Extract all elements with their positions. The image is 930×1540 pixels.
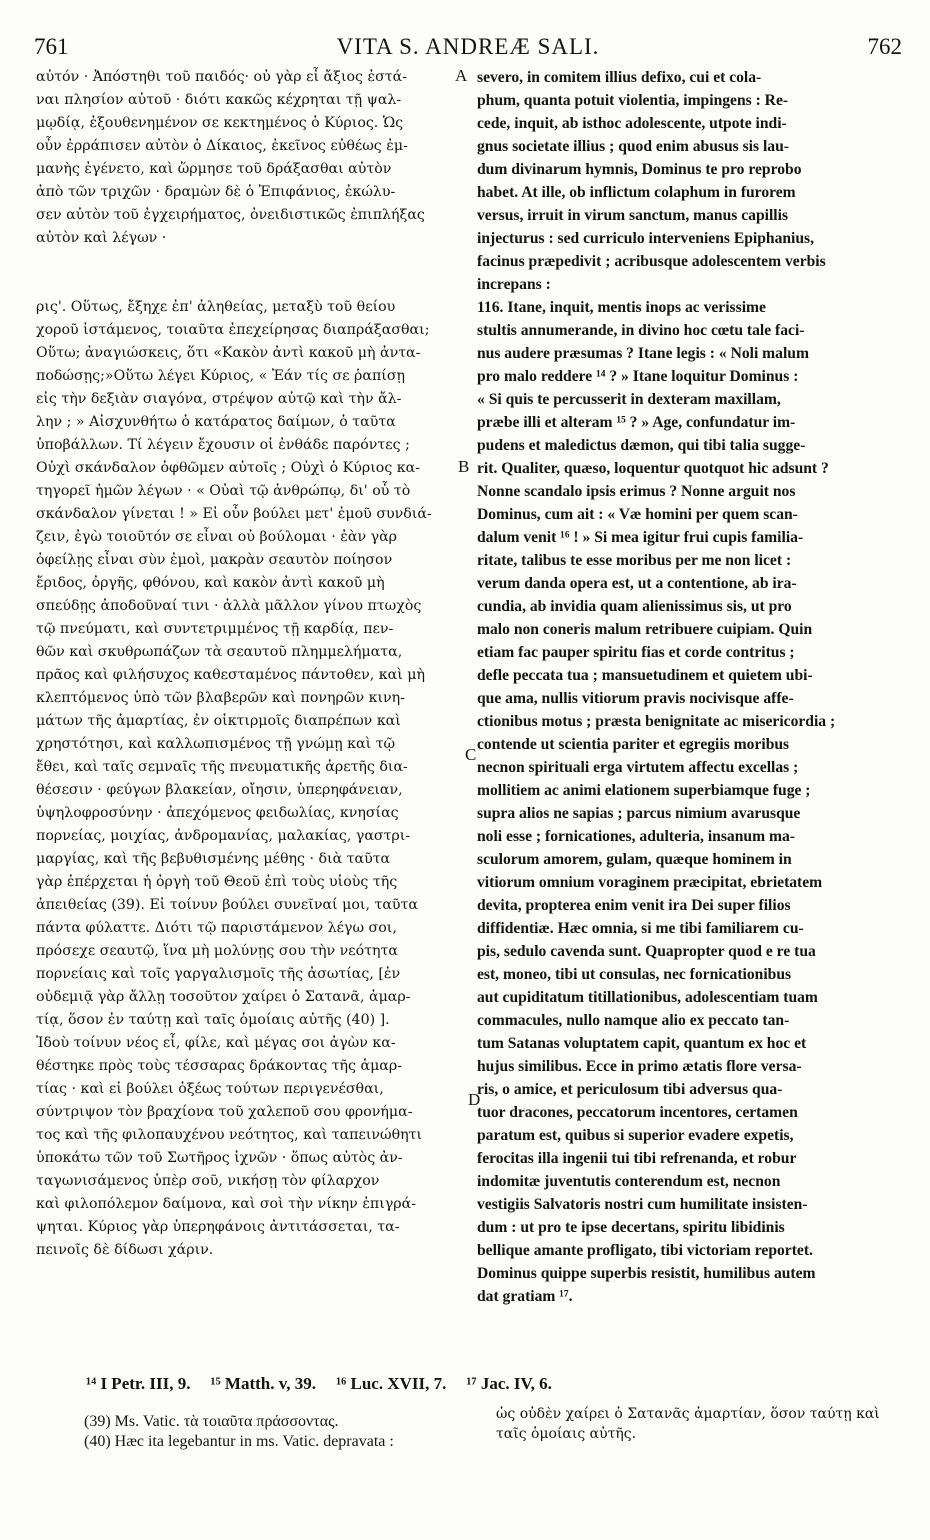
footnote-ref: ¹⁵ Matth. v, 39. bbox=[210, 1374, 317, 1393]
critical-notes-left bbox=[84, 1412, 484, 1452]
latin-text-line: aut cupiditatum titillationibus, adolescentiam tuam bbox=[477, 989, 818, 1006]
latin-text-line: malo non coneris malum retribuere cuipiam. Quin bbox=[477, 621, 813, 638]
critical-note-line: ταῖς ὁμοίαις αὐτῆς. bbox=[496, 1426, 637, 1442]
greek-text-line: ἀπὸ τῶν τριχῶν · δραμὼν δὲ ὁ Ἐπιφάνιος, ἐκώλυ- bbox=[36, 184, 396, 200]
greek-text-line: τίας · καὶ εἰ βούλει ὀξέως τούτων περιγενέσθαι, bbox=[36, 1081, 384, 1097]
latin-text-line: cede, inquit, ab isthoc adolescente, utpote indi- bbox=[477, 115, 787, 132]
latin-text-line: « Si quis te percusserit in dexteram maxillam, bbox=[477, 391, 781, 408]
latin-text-line: verum danda opera est, ut a contentione, ab ira- bbox=[477, 575, 797, 592]
greek-text-line: λην ; » Αἰσχυνθήτω ὁ κατάρατος δαίμων, ὁ ταῦτα bbox=[36, 414, 396, 430]
latin-text-line: indomitæ juventutis conterendum est, necnon bbox=[477, 1173, 781, 1190]
latin-text-line: tuor dracones, peccatorum incentores, certamen bbox=[477, 1104, 798, 1121]
greek-text-line: ἔθει, καὶ ταῖς σεμναῖς τῆς πνευματικῆς ἀρετῆς δια- bbox=[36, 759, 408, 775]
greek-text-line: πορνείας, μοιχίας, ἀνδρομανίας, μαλακίας, γαστρι- bbox=[36, 828, 411, 844]
greek-text-line: γὰρ ἐπέρχεται ἡ ὀργὴ τοῦ Θεοῦ ἐπὶ τοὺς υἱοὺς τῆς bbox=[36, 874, 398, 890]
latin-text-line: pudens et maledictus dæmon, qui tibi talia sugge- bbox=[477, 437, 806, 454]
latin-text-line: 116. Itane, inquit, mentis inops ac verissime bbox=[477, 299, 766, 316]
latin-text-line: habet. At ille, ob inflictum colaphum in furorem bbox=[477, 184, 796, 201]
page-header bbox=[34, 34, 902, 64]
greek-text-line: πορνείαις καὶ τοῖς γαργαλισμοῖς τῆς ἀσωτίας, [ἐν bbox=[36, 966, 401, 982]
greek-text-line: αὐτὸν καὶ λέγων · bbox=[36, 230, 167, 246]
section-gap bbox=[36, 250, 459, 296]
latin-text-line: versus, irruit in virum sanctum, manus capillis bbox=[477, 207, 789, 224]
page-number-left: 761 bbox=[34, 34, 69, 59]
greek-text-line: σπεύδῃς ἀποδοῦναί τινι · ἀλλὰ μᾶλλον γίνου πτωχὸς bbox=[36, 598, 422, 614]
latin-text-line: que ama, nullis vitiorum pravis nocivisque affe- bbox=[477, 690, 794, 707]
margin-marker-c: C bbox=[465, 745, 477, 764]
latin-text-line: phum, quanta potuit violentia, impingens : Re- bbox=[477, 92, 789, 109]
latin-text-line: dum divinarum hymnis, Dominus te pro reprobo bbox=[477, 161, 802, 178]
latin-text-line: etiam fac pauper spiritu fias et corde contritus ; bbox=[477, 644, 795, 661]
latin-text-line: mollitiem ac animi elationem superbiamque fuge ; bbox=[477, 782, 811, 799]
greek-text-line: Ἰδοὺ τοίνυν νέος εἶ, φίλε, καὶ μέγας σοι ἀγὼν κα- bbox=[36, 1035, 396, 1051]
latin-text-line: noli esse ; fornicationes, adulteria, insanum ma- bbox=[477, 828, 795, 845]
greek-text-line: σύντριψον τὸν βραχίονα τοῦ χαλεποῦ σου φρονήμα- bbox=[36, 1104, 413, 1120]
latin-text-line: injecturus : sed curriculo interveniens Epiphanius, bbox=[477, 230, 815, 247]
greek-text-line: θῶν καὶ σκυθρωπάζων τὰ σεαυτοῦ πλημμελήματα, bbox=[36, 644, 403, 660]
greek-text-line: ναι πλησίον αὐτοῦ · διότι κακῶς κέχρηται τῇ ψαλ- bbox=[36, 92, 402, 108]
greek-text-line: μῳδίᾳ, ἐξουθενημένον σε κεκτημένος ὁ Κύριος. Ὡς bbox=[36, 115, 404, 131]
margin-marker-b: B bbox=[458, 457, 470, 476]
greek-text-line: πρᾶος καὶ φιλήσυχος καθεσταμένος πάντοθεν, καὶ μὴ bbox=[36, 667, 425, 683]
latin-text-line: defle peccata tua ; mansuetudinem et quietem ubi- bbox=[477, 667, 813, 684]
latin-text-line: increpans : bbox=[477, 276, 551, 293]
latin-text-line: rit. Qualiter, quæso, loquentur quotquot hic adsunt ? bbox=[477, 460, 829, 477]
latin-text-line: bellique amante profligato, tibi victoriam reportet. bbox=[477, 1242, 813, 1259]
greek-text-line: ρις'. Οὕτως, ἔξηχε ἐπ' ἀληθείας, μεταξὺ τοῦ θείου bbox=[36, 299, 396, 315]
greek-text-line: εἰς τὴν δεξιὰν σιαγόνα, στρέψον αὐτῷ καὶ τὴν ἄλ- bbox=[36, 391, 402, 407]
greek-text-line: θέσεσιν · φεύγων βλακείαν, οἴησιν, ὑπερηφάνειαν, bbox=[36, 782, 403, 798]
footnote-ref: ¹⁶ Luc. XVII, 7. bbox=[336, 1374, 447, 1393]
latin-text-line: commacules, nullo namque alio ex peccato tan- bbox=[477, 1012, 790, 1029]
latin-text-line: stultis annumerande, in divino hoc cœtu tale faci- bbox=[477, 322, 805, 339]
latin-text-line: contende ut scientia pariter et egregiis moribus bbox=[477, 736, 790, 753]
latin-text-line: vitiorum omnium voraginem præcipitat, ebrietatem bbox=[477, 874, 823, 891]
critical-note-line: (39) Ms. Vatic. τὰ τοιαῦτα πράσσοντας. bbox=[84, 1413, 339, 1430]
greek-text-line: τίᾳ, ὅσον ἐν ταύτῃ καὶ ταῖς ὁμοίαις αὐτῆς (40) ]. bbox=[36, 1012, 390, 1028]
greek-text-line: οὖν ἐρράπισεν αὐτὸν ὁ Δίκαιος, ἐκεῖνος εὐθέως ἐμ- bbox=[36, 138, 408, 154]
greek-text-line: οὐδεμιᾷ γὰρ ἄλλῃ τοσοῦτον χαίρει ὁ Σατανᾶ, ἁμαρ- bbox=[36, 989, 411, 1005]
latin-text-line: gnus societate illius ; quod enim abusus sis lau- bbox=[477, 138, 789, 155]
footnote-ref: ¹⁷ Jac. IV, 6. bbox=[466, 1374, 552, 1393]
greek-text-line: ὀφείλῃς εἶναι σὺν ἐμοὶ, μακρὰν σεαυτὸν ποίησον bbox=[36, 552, 393, 568]
critical-note-line: (40) Hæc ita legebantur in ms. Vatic. depravata : bbox=[84, 1433, 394, 1450]
latin-text-line: est, moneo, tibi ut consulas, nec fornicationibus bbox=[477, 966, 792, 983]
latin-column bbox=[477, 66, 902, 1308]
greek-text-line: ὑψηλοφροσύνην · ἀπεχόμενος φειδωλίας, κνησίας bbox=[36, 805, 399, 821]
margin-marker-d: D bbox=[468, 1090, 481, 1109]
latin-text-line: Nonne scandalo ipsis erimus ? Nonne arguit nos bbox=[477, 483, 796, 500]
greek-text-line: τος καὶ τῆς φιλοπαυχένου νεότητος, καὶ ταπεινώθητι bbox=[36, 1127, 423, 1143]
latin-text-line: ritate, talibus te esse moribus per me non licet : bbox=[477, 552, 792, 569]
greek-text-line: ἀπειθείας (39). Εἰ τοίνυν βούλει συνεῖναί μοι, ταῦτα bbox=[36, 897, 418, 913]
latin-text-line: Dominus, cum ait : « Væ homini per quem scan- bbox=[477, 506, 798, 523]
greek-text-line: πεινοῖς δὲ δίδωσι χάριν. bbox=[36, 1242, 214, 1258]
greek-text-line: ὑποκάτω τῶν τοῦ Σωτῆρος ἰχνῶν · ὅπως αὐτὸς ἀν- bbox=[36, 1150, 403, 1166]
latin-text-line: cundia, ab invidia quam alienissimus sis, ut pro bbox=[477, 598, 792, 615]
critical-note-line: ὡς οὐδὲν χαίρει ὁ Σατανᾶς ἁμαρτίαν, ὅσον ταύτῃ καὶ bbox=[496, 1406, 880, 1422]
latin-text-line: ris, o amice, et periculosum tibi adversus qua- bbox=[477, 1081, 783, 1098]
latin-text-line: devita, propterea enim venit ira Dei super filios bbox=[477, 897, 791, 914]
latin-text-line: dat gratiam ¹⁷. bbox=[477, 1288, 573, 1305]
critical-notes-right bbox=[496, 1404, 906, 1444]
greek-text-line: Οὐχὶ σκάνδαλον ὀφθῶμεν αὐτοῖς ; Οὐχὶ ὁ Κύριος κα- bbox=[36, 460, 421, 476]
greek-text-line: ποδώσῃς;»Οὕτω λέγει Κύριος, « Ἐάν τίς σε ῥαπίσῃ bbox=[36, 368, 406, 384]
greek-text-line: τῷ πνεύματι, καὶ συντετριμμένος τῇ καρδίᾳ, πεν- bbox=[36, 621, 394, 637]
latin-text-line: necnon spirituali erga virtutem affectu excellas ; bbox=[477, 759, 799, 776]
greek-text-line: μάτων τῆς ἁμαρτίας, ἐν οἰκτιρμοῖς διαπρέπων καὶ bbox=[36, 713, 401, 729]
greek-text-line: χοροῦ ἱστάμενος, τοιαῦτα ἐπεχείρησας διαπράξασθαι; bbox=[36, 322, 430, 338]
greek-text-line: μανὴς ἐγένετο, καὶ ὥρμησε τοῦ δράξασθαι αὐτὸν bbox=[36, 161, 392, 177]
greek-text-line: μαργίας, καὶ τῆς βεβυθισμένης μέθης · διὰ ταῦτα bbox=[36, 851, 391, 867]
page-number-right: 762 bbox=[867, 34, 902, 59]
latin-text-line: diffidentiæ. Hæc omnia, si me tibi familiarem cu- bbox=[477, 920, 804, 937]
greek-text-line: ψηται. Κύριος γὰρ ὑπερηφάνοις ἀντιτάσσεται, τα- bbox=[36, 1219, 400, 1235]
greek-text-line: πρόσεχε σεαυτῷ, ἵνα μὴ μολύνῃς σου τὴν νεότητα bbox=[36, 943, 398, 959]
latin-text-line: ctionibus motus ; præsta benignitate ac misericordia ; bbox=[477, 713, 836, 730]
greek-text-line: σκάνδαλον γίνεται ! » Εἰ οὖν βούλει μετ' ἐμοῦ συνδιά- bbox=[36, 506, 432, 522]
greek-text-line: σεν αὐτὸν τοῦ ἐγχειρήματος, ὀνειδιστικῶς ἐπιπλήξας bbox=[36, 207, 425, 223]
latin-text-line: supra alios ne sapias ; parcus nimium avarusque bbox=[477, 805, 801, 822]
latin-text-line: Dominus quippe superbis resistit, humilibus autem bbox=[477, 1265, 816, 1282]
greek-text-line: αὐτόν · Ἀπόστηθι τοῦ παιδός· οὐ γὰρ εἶ ἄξιος ἐστά- bbox=[36, 69, 408, 85]
running-title: VITA S. ANDREÆ SALI. bbox=[336, 34, 600, 59]
footnote-references bbox=[86, 1374, 572, 1394]
latin-text-line: dum : ut pro te ipse decertans, spiritu libidinis bbox=[477, 1219, 785, 1236]
greek-text-line: ζειν, ἐγὼ τοιοῦτόν σε εἶναι οὐ βούλομαι · ἐὰν γὰρ bbox=[36, 529, 397, 545]
greek-text-line: καὶ φιλοπόλεμον δαίμονα, καὶ σοὶ τὴν νίκην ἐπιγρά- bbox=[36, 1196, 417, 1212]
latin-text-line: vestigiis Salvatoris nostri cum humilitate insisten- bbox=[477, 1196, 808, 1213]
latin-text-line: præbe illi et alteram ¹⁵ ? » Age, confundatur im- bbox=[477, 414, 796, 431]
latin-text-line: dalum venit ¹⁶ ! » Si mea igitur frui cupis familia- bbox=[477, 529, 804, 546]
greek-text-line: θέστηκε πρὸς τοὺς τέσσαρας δράκοντας τῆς ἁμαρ- bbox=[36, 1058, 403, 1074]
latin-text-line: pis, sedulo cavenda sunt. Quapropter quod e re tua bbox=[477, 943, 816, 960]
footnote-ref: ¹⁴ I Petr. III, 9. bbox=[86, 1374, 191, 1393]
latin-text-line: nus audere præsumas ? Itane legis : « Noli malum bbox=[477, 345, 809, 362]
greek-text-line: κλεπτόμενος ὑπὸ τῶν βλαβερῶν καὶ πονηρῶν κινη- bbox=[36, 690, 405, 706]
greek-text-line: ἔριδος, ὀργῆς, φθόνου, καὶ κακὸν ἀντὶ κακοῦ μὴ bbox=[36, 575, 385, 591]
greek-text-line: τηγορεῖ ἡμῶν λέγων · « Οὐαὶ τῷ ἀνθρώπῳ, δι' οὗ τὸ bbox=[36, 483, 411, 499]
greek-text-line: ὑποβάλλων. Τί λέγειν ἔχουσιν οἱ ἐνθάδε παρόντες ; bbox=[36, 437, 410, 453]
margin-marker-a: A bbox=[455, 66, 468, 85]
latin-text-line: pro malo reddere ¹⁴ ? » Itane loquitur Dominus : bbox=[477, 368, 799, 385]
latin-text-line: tum Satanas voluptatem capit, quantum ex hoc et bbox=[477, 1035, 807, 1052]
latin-text-line: paratum est, quibus si superior evadere expetis, bbox=[477, 1127, 794, 1144]
greek-text-line: χρηστότησι, καὶ καλλωπισμένος τῇ γνώμῃ καὶ τῷ bbox=[36, 736, 396, 752]
latin-text-line: facinus præpedivit ; acribusque adolescentem verbis bbox=[477, 253, 826, 270]
greek-text-line: ταγωνισάμενος ὑπὲρ σοῦ, νικήσῃ τὸν φίλαρχον bbox=[36, 1173, 380, 1189]
latin-text-line: hujus similibus. Ecce in primo ætatis flore versa- bbox=[477, 1058, 802, 1075]
latin-text-line: severo, in comitem illius defixo, cui et cola- bbox=[477, 69, 762, 86]
greek-column bbox=[36, 66, 459, 1262]
greek-text-line: Οὕτω; ἀναγιώσκεις, ὅτι «Κακὸν ἀντὶ κακοῦ μὴ ἀντα- bbox=[36, 345, 421, 361]
latin-text-line: ferocitas illa ingenii tui tibi refrenanda, et robur bbox=[477, 1150, 797, 1167]
greek-text-line: πάντα φύλαττε. Διότι τῷ παριστάμενον λέγω σοι, bbox=[36, 920, 397, 936]
latin-text-line: sculorum amorem, gulam, quæque hominem in bbox=[477, 851, 792, 868]
